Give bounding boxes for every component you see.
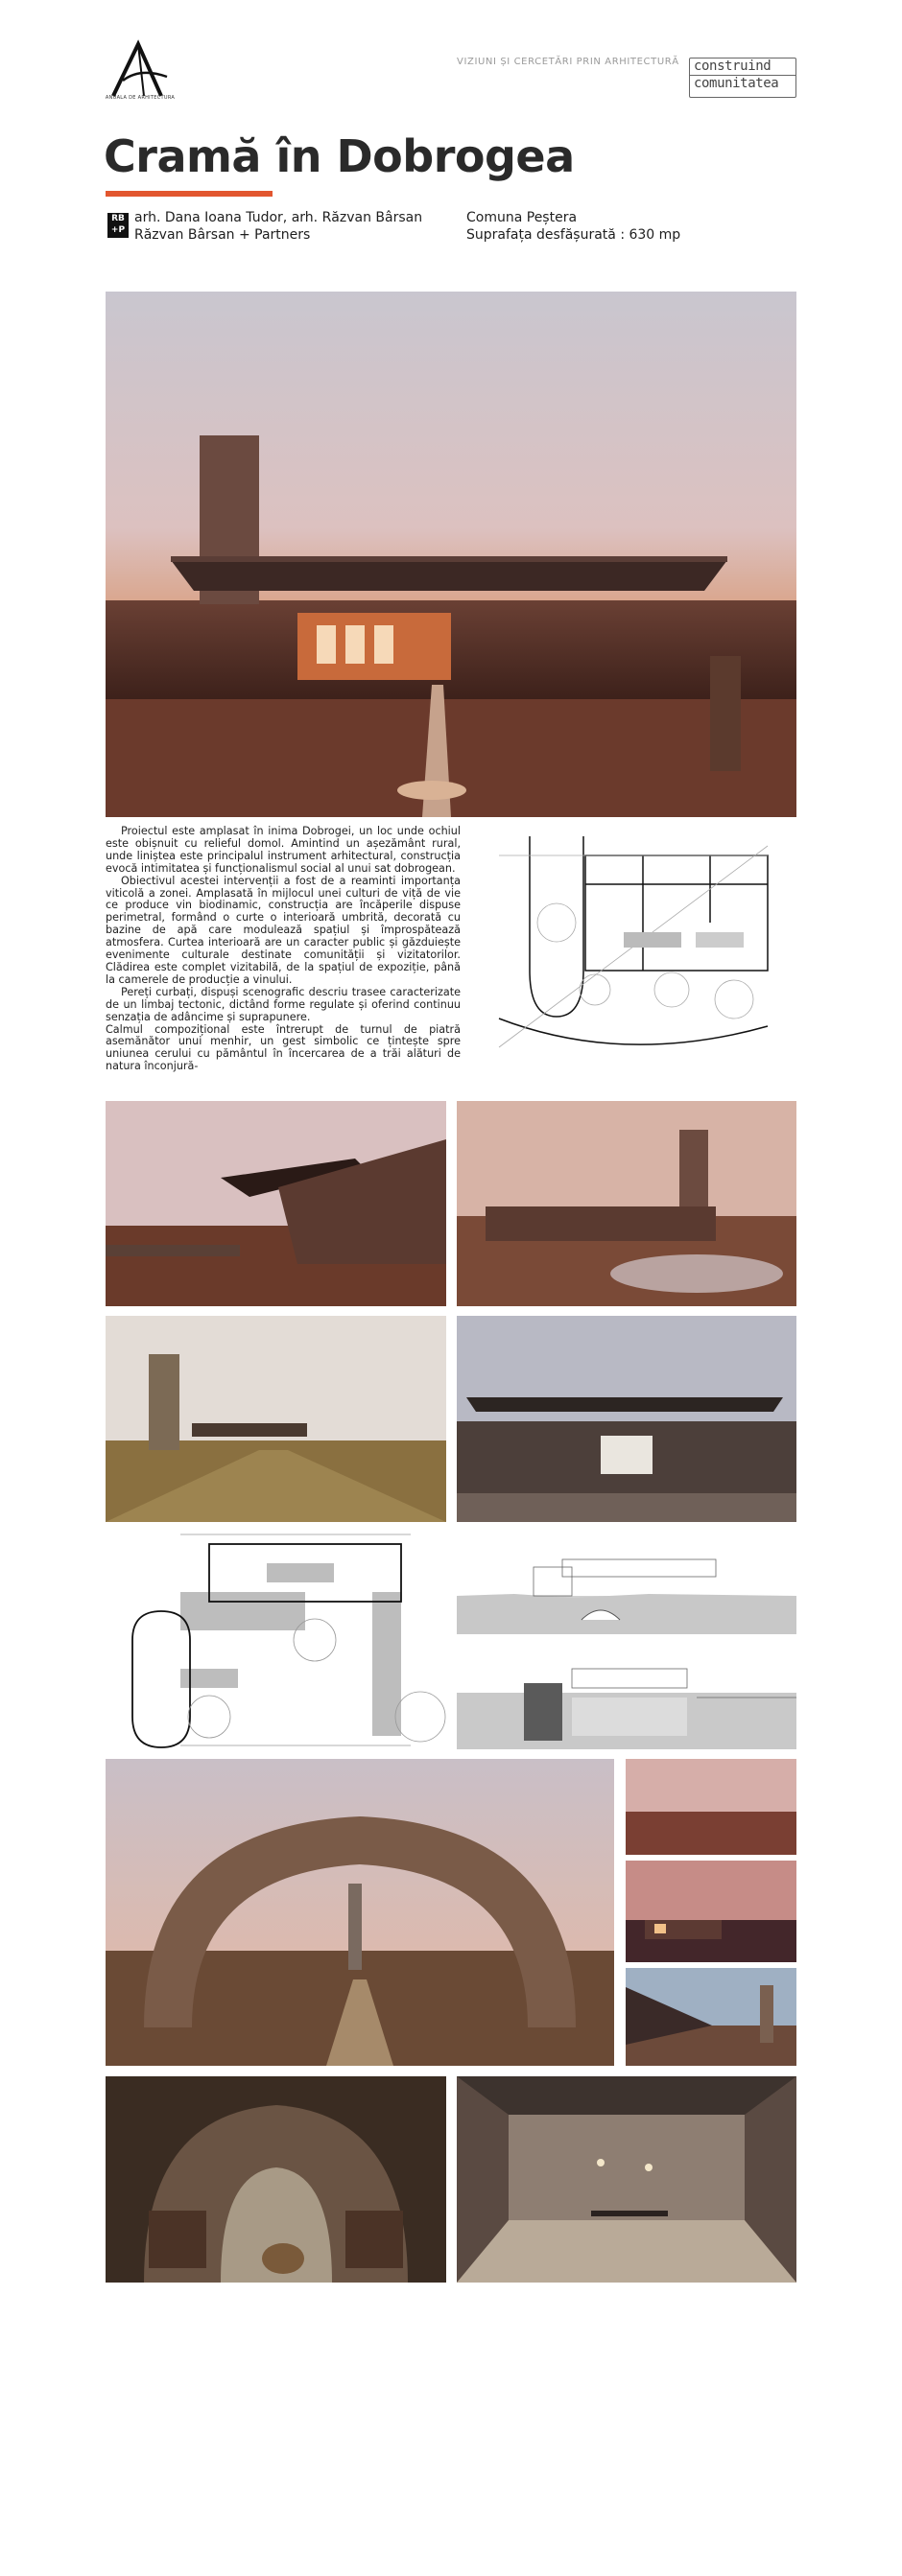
render-small-tower [626,1968,796,2066]
logo-caption: ANUALA DE ARHITECTURA [105,95,176,101]
section-drawing-bottom [457,1640,796,1749]
page-title: Cramă în Dobrogea [104,130,575,182]
render-tasting-room [457,2076,796,2283]
render-small-dusk [626,1861,796,1962]
authors-line1: arh. Dana Ioana Tudor, arh. Răzvan Bârsan [134,210,423,225]
rbp-logo-badge [107,213,129,238]
area: Suprafața desfășurată : 630 mp [466,227,681,243]
render-vineyard [106,1316,446,1522]
tagline: VIZIUNI ȘI CERCETĂRI PRIN ARHITECTURĂ [457,57,679,67]
render-small-landscape [626,1759,796,1855]
partner-logo-line1: construind [694,59,771,74]
construind-comunitatea-logo [689,58,796,98]
anuala-logo-icon [106,38,173,104]
description-p2: Obiectivul acestei intervenții a fost de a reaminti importanța viticolă a zonei. Amplasată în mijlocul unei culturi de viță de vie ce produce vin biodinamic, construcția are încăperile dispuse perimetral, formând o curte o interioară umbrită, decorată cu bazine de apă care modulează spațiul și împrospătează atmosfera. Curtea interioară are un caracter public și găzduiește evenimente culturale destinate comunității și vizitatorilor. Clădirea este complet vizitabilă, de la spațiul de expoziție, până la camerele de producție a vinului. [106,874,461,986]
badge-line1: RB [111,214,125,223]
partner-logo-line2: comunitatea [690,75,795,92]
render-courtyard-tower [457,1101,796,1306]
section-drawing-top [457,1538,796,1634]
ground-floor-plan [123,1525,459,1752]
badge-line2: +P [110,225,126,235]
description-p4: Calmul compozițional este întrerupt de turnul de piatră asemănător unui menhir, un gest simbolic ce țintește spre uniunea cerului cu pământul în încercarea de a trăi alături de natura înconjură- [106,1022,461,1073]
description-text [106,826,461,1073]
location: Comuna Peștera [466,210,578,225]
hero-render [106,292,796,817]
render-entrance [457,1316,796,1522]
description-p3: Pereți curbați, dispuși scenografic descriu trasee caracterizate de un limbaj tectonic, dictând forme regulate și oferind continuu senzația de adâncime și suprapunere. [106,985,461,1023]
render-wine-cellar [106,2076,446,2283]
description-p1: Proiectul este amplasat în inima Dobrogei, un loc unde ochiul este obișnuit cu relieful domol. Amintind un așezământ rural, unde liniștea este principalul instrument arhitectural, construcția evocă intimitatea și funcționalismul social al unui sat dobrogean. [106,825,461,875]
project-info [466,209,680,244]
render-arch [106,1759,614,2066]
authors [134,209,422,244]
authors-line2: Răzvan Bârsan + Partners [134,227,311,243]
title-underline [106,191,273,197]
render-side-view [106,1101,446,1306]
floor-plan-drawing [480,827,796,1049]
